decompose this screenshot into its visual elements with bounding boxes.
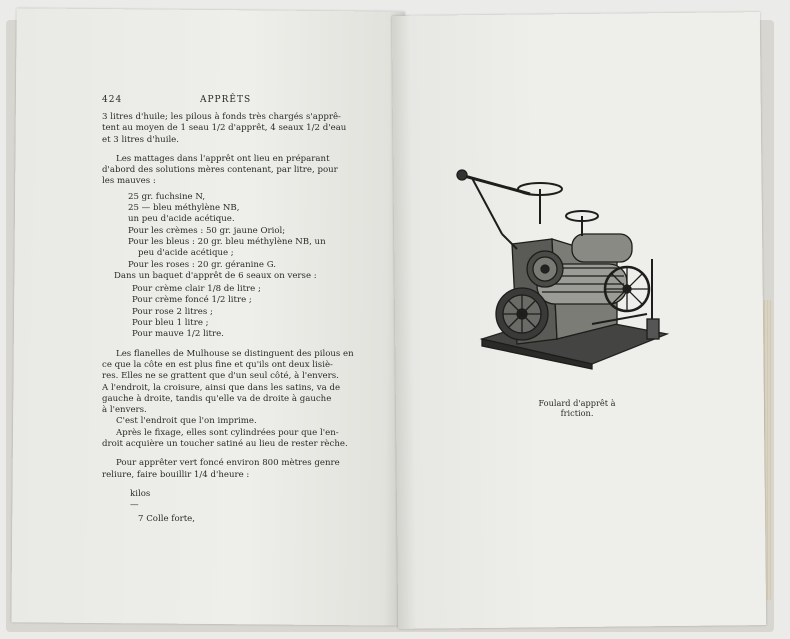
- solution-line: Pour les roses : 20 gr. géranine G.: [128, 259, 277, 270]
- text-line: gauche à droite, tandis qu'elle va de droite à gauche: [102, 393, 332, 404]
- machine-engraving: [442, 164, 670, 374]
- mix-line: Pour rose 2 litres ;: [132, 306, 213, 317]
- text-line: et 3 litres d'huile.: [102, 134, 180, 145]
- text-line: tent au moyen de 1 seau 1/2 d'apprêt, 4 seaux 1/2 d'eau: [102, 123, 347, 134]
- text-line: Dans un baquet d'apprêt de 6 seaux on verse :: [114, 270, 317, 281]
- kilos-dash: —: [130, 500, 139, 511]
- running-head-title: APPRÊTS: [200, 95, 252, 105]
- page-number: 424: [102, 95, 123, 105]
- left-page-text: [102, 112, 362, 525]
- solution-line: 25 — bleu méthylène NB,: [128, 203, 240, 214]
- solution-line: 25 gr. fuchsine N,: [128, 191, 206, 202]
- mix-line: Pour bleu 1 litre ;: [132, 318, 209, 329]
- solution-line: un peu d'acide acétique.: [128, 214, 235, 225]
- text-line: Les flanelles de Mulhouse se distinguent des pilous en: [116, 348, 354, 359]
- text-line: res. Elles ne se grattent que d'un seul côté, à l'envers.: [102, 371, 339, 382]
- solution-line: peu d'acide acétique ;: [138, 248, 234, 259]
- text-line: Pour apprêter vert foncé environ 800 mètres genre: [116, 458, 340, 469]
- text-line: les mauves :: [102, 176, 156, 187]
- text-line: à l'envers.: [102, 405, 147, 416]
- mix-line: Pour mauve 1/2 litre.: [132, 329, 224, 340]
- text-line: A l'endroit, la croisure, ainsi que dans les satins, va de: [102, 382, 341, 393]
- text-line: droit acquière un toucher satiné au lieu de rester rèche.: [102, 439, 348, 450]
- mix-line: Pour crème foncé 1/2 litre ;: [132, 295, 252, 306]
- text-line: 3 litres d'huile; les pilous à fonds très chargés s'apprê-: [102, 112, 341, 122]
- text-line: d'abord des solutions mères contenant, par litre, pour: [102, 165, 338, 176]
- mix-line: Pour crème clair 1/8 de litre ;: [132, 284, 261, 295]
- text-line: Après le fixage, elles sont cylindrées pour que l'en-: [116, 427, 339, 438]
- figure-caption: Foulard d'apprêt à friction.: [538, 398, 616, 418]
- solution-line: Pour les bleus : 20 gr. bleu méthylène NB, un: [128, 236, 326, 247]
- text-line: C'est l'endroit que l'on imprime.: [116, 416, 257, 427]
- text-line: ce que la côte en est plus fine et qu'ils ont deux lisiè-: [102, 359, 333, 370]
- solution-line: Pour les crèmes : 50 gr. jaune Oriol;: [128, 225, 286, 236]
- text-line: Les mattages dans l'apprêt ont lieu en préparant: [116, 153, 330, 164]
- kilos-label: kilos: [130, 488, 151, 499]
- text-line: reliure, faire bouillir 1/4 d'heure :: [102, 469, 250, 480]
- recipe-line: 7 Colle forte,: [138, 513, 195, 524]
